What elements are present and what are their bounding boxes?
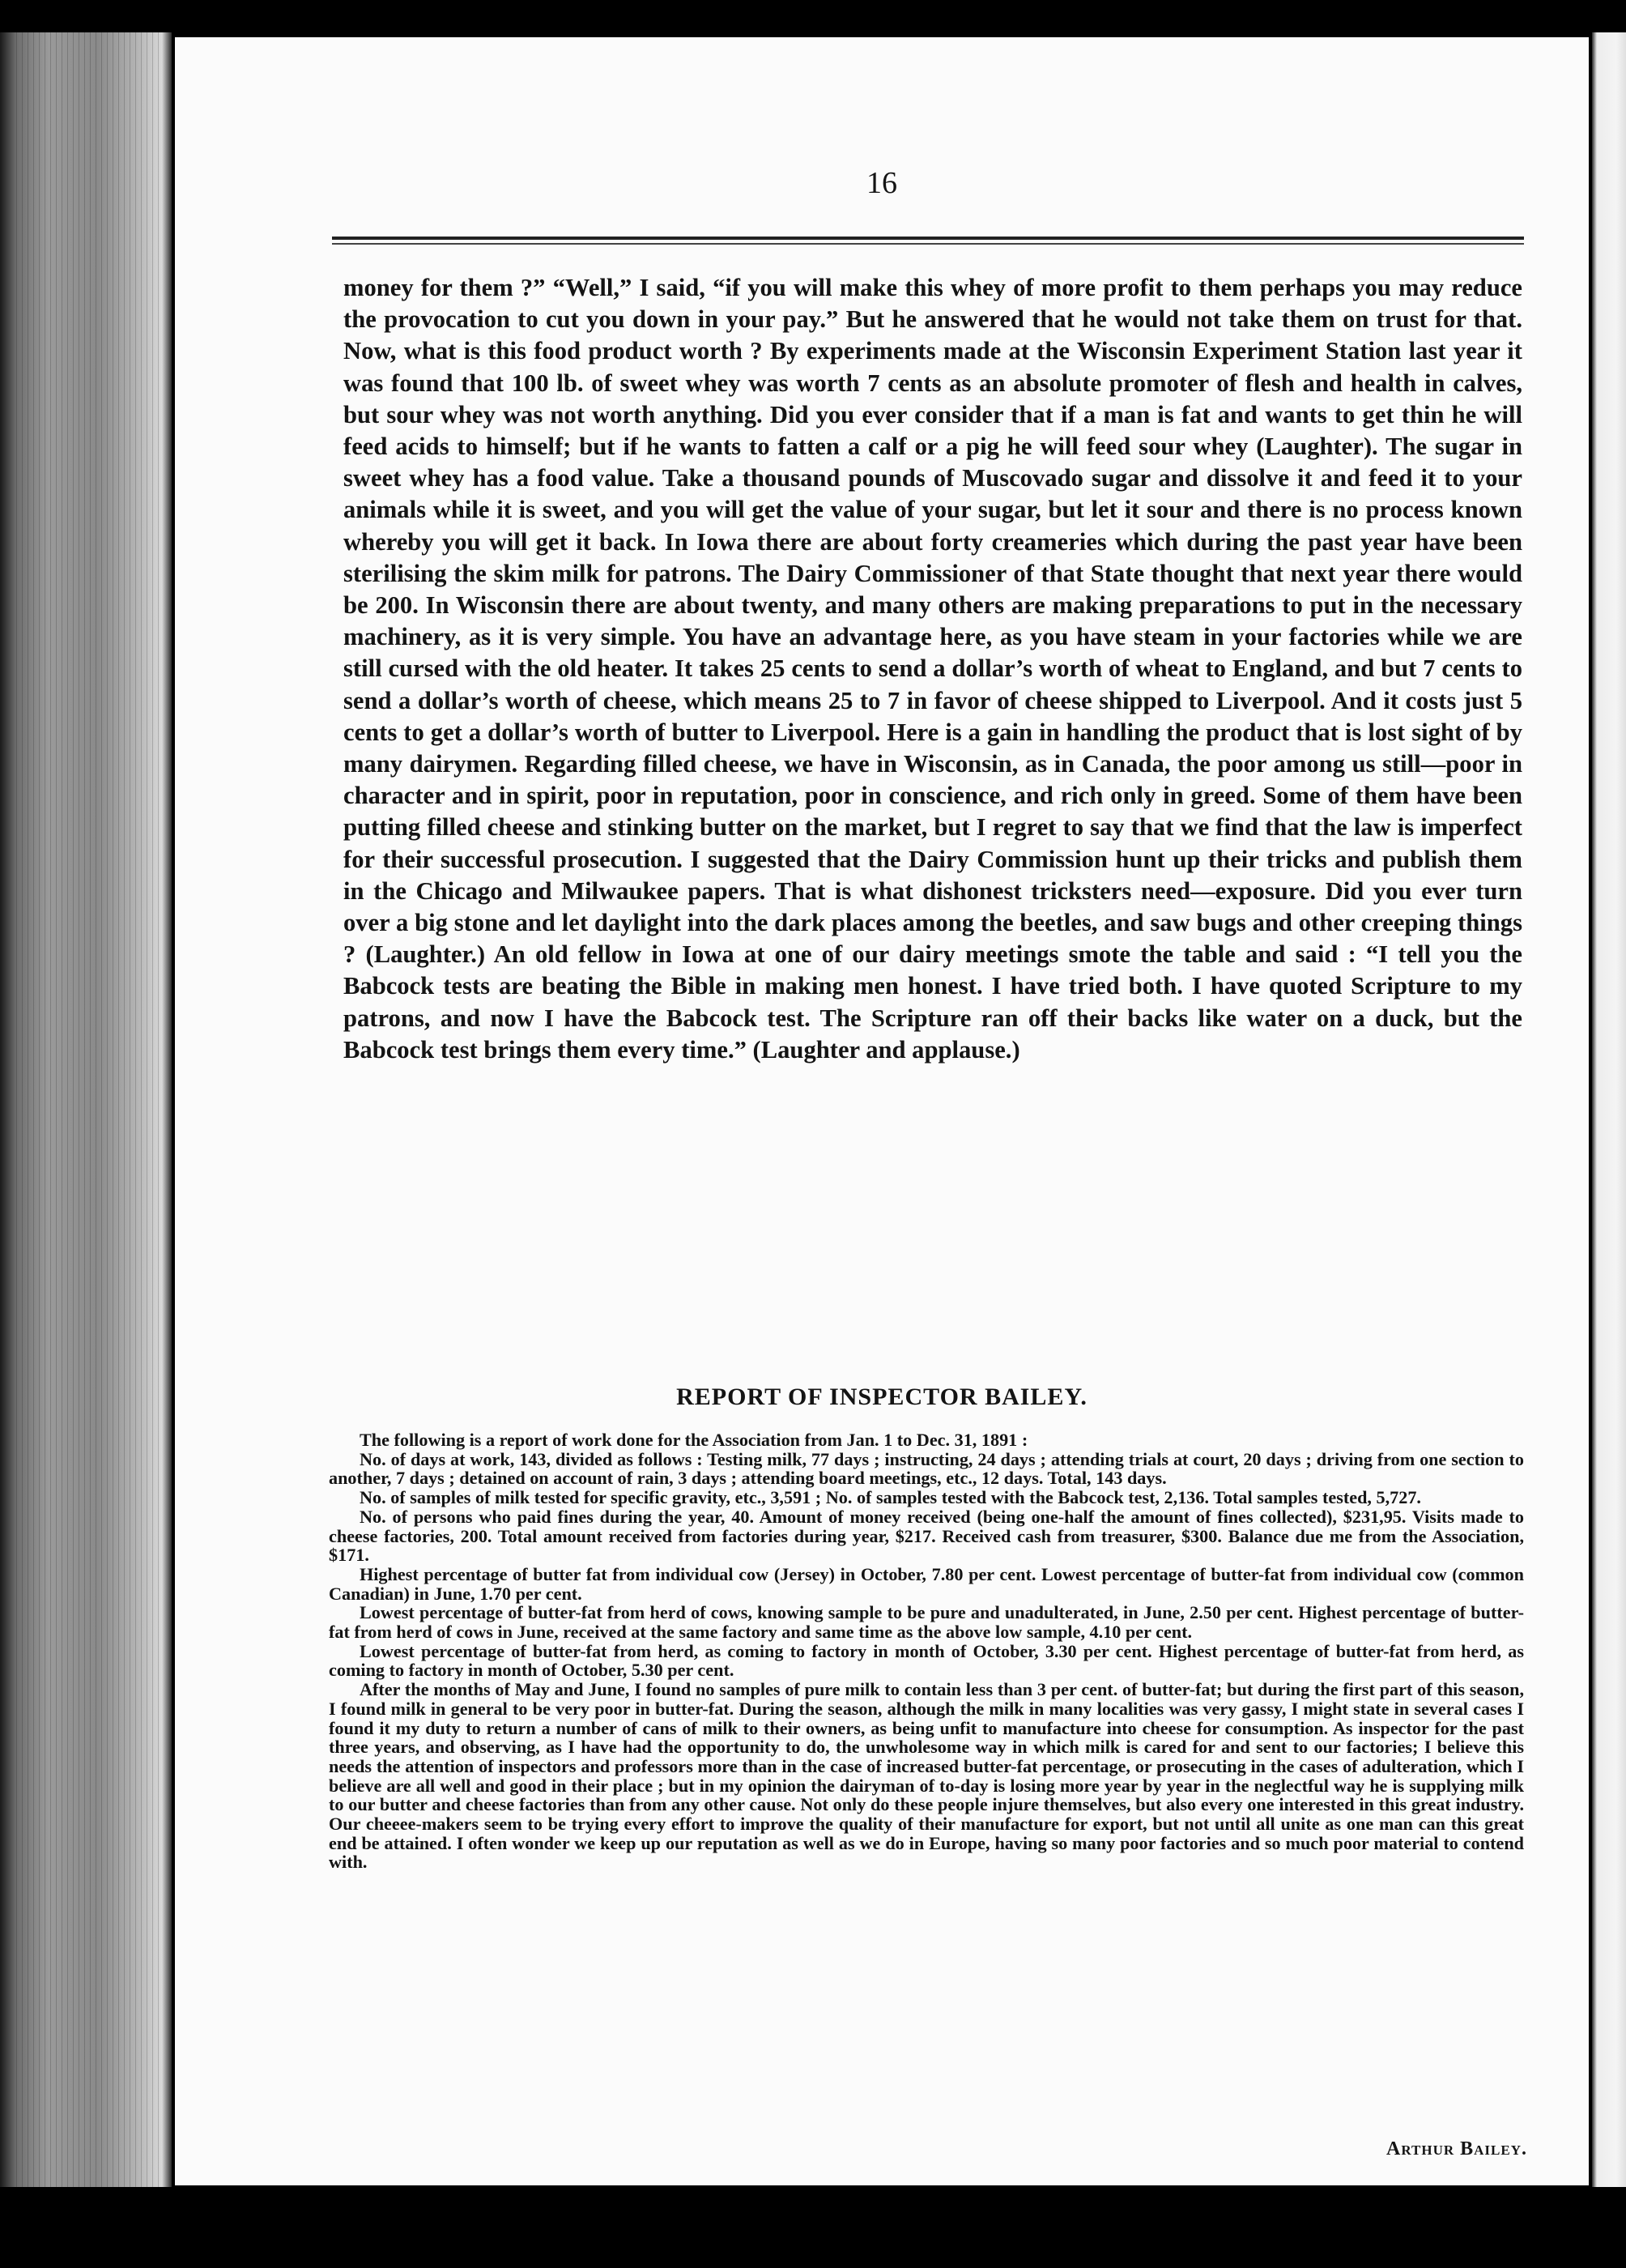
header-rule-thick (332, 237, 1524, 240)
report-paragraph: Highest percentage of butter fat from individual cow (Jersey) in October, 7.80 per cent. Lowest percentage of butter-fat from individual cow (common Canadian) in June, 1.70 per cent. (329, 1563, 1524, 1604)
report-paragraph: Lowest percentage of butter-fat from herd of cows, knowing sample to be pure and unadulterated, in June, 2.50 per cent. Highest percentage of butter-fat from herd of cows in June, received at the same factory and same time as the above low sample, 4.10 per cent. (329, 1602, 1524, 1643)
next-page-edge (1592, 32, 1626, 2195)
report-body (329, 1430, 1524, 1872)
body-paragraph: money for them ?” “Well,” I said, “if you will make this whey of more profit to them perhaps you may reduce the provocation to cut you down in your pay.” But he answered that he would not take them on trust for that. Now, what is this food product worth ? By experiments made at the Wisconsin Experiment Station last year it was found that 100 lb. of sweet whey was worth 7 cents as an absolute promoter of flesh and health in calves, but sour whey was not worth anything. Did you ever consider that if a man is fat and wants to get thin he will feed acids to himself; but if he wants to fatten a calf or a pig he will feed sour whey (Laughter). The sugar in sweet whey has a food value. Take a thousand pounds of Muscovado sugar and dissolve it and feed it to your animals while it is sweet, and you will get the value of your sugar, but let it sour and there is no process known whereby you will get it back. In Iowa there are about forty creameries which during the past year have been sterilising the skim milk for patrons. The Dairy Commissioner of that State thought that next year there would be 200. In Wisconsin there are about twenty, and many others are making preparations to put in the necessary machinery, as it is very simple. You have an advantage here, as you have steam in your factories while we are still cursed with the old heater. It takes 25 cents to send a dollar’s worth of wheat to England, and but 7 cents to send a dollar’s worth of cheese, which means 25 to 7 in favor of cheese shipped to Liverpool. And it costs just 5 cents to get a dollar’s worth of butter to Liverpool. Here is a gain in handling the product that is lost sight of by many dairymen. Regarding filled cheese, we have in Wisconsin, as in Canada, the poor among us still—poor in character and in spirit, poor in reputation, poor in conscience, and rich only in greed. Some of them have been putting filled cheese and stinking butter on the market, but I regret to say that we find that the law is imperfect for their successful prosecution. I suggested that the Dairy Commission hunt up their tricks and publish them in the Chicago and Milwaukee papers. That is what dishonest tricksters need—exposure. Did you ever turn over a big stone and let daylight into the dark places among the beetles, and saw bugs and other creeping things ? (Laughter.) An old fellow in Iowa at one of our dairy meetings smote the table and said : “I tell you the Babcock tests are beating the Bible in making men honest. I have tried both. I have quoted Scripture to my patrons, and now I have the Babcock test. The Scripture ran off their backs like water on a duck, but the Babcock test brings them every time.” (Laughter and applause.) (343, 274, 1522, 1064)
report-heading: REPORT OF INSPECTOR BAILEY. (676, 1383, 1088, 1410)
binding-page-edges (16, 32, 162, 2195)
scan-frame-top (0, 0, 1626, 39)
report-paragraph: No. of persons who paid fines during the year, 40. Amount of money received (being one-half the amount of fines collected), $231,95. Visits made to cheese factories, 200. Total amount received from factories during year, $217. Received cash from treasurer, $300. Balance due me from the Association, $171. (329, 1506, 1524, 1566)
report-paragraph: Lowest percentage of butter-fat from herd, as coming to factory in month of October, 3.30 per cent. Highest percentage of butter-fat from herd, as coming to factory in month of October, 5.30 per cent. (329, 1640, 1524, 1681)
header-rule-thin (332, 243, 1524, 245)
report-paragraph: No. of days at work, 143, divided as follows : Testing milk, 77 days ; instructing, 24 days ; attending trials at court, 20 days ; driving from one section to another, 7 days ; detained on account of rain, 3 days ; attending board meetings, etc., 12 days. Total, 143 days. (329, 1448, 1524, 1489)
report-paragraph: No. of samples of milk tested for specific gravity, etc., 3,591 ; No. of samples tested with the Babcock test, 2,136. Total samples tested, 5,727. (360, 1487, 1421, 1508)
book-page (175, 37, 1589, 2185)
report-paragraph: After the months of May and June, I found no samples of pure milk to contain less than 3 per cent. of butter-fat; but during the first part of this season, I found milk in general to be very poor in butter-fat. During the season, although the milk in many localities was very gassy, I might state in several cases I found it my duty to return a number of cans of milk to their owners, as being unfit to manufacture into cheese for consumption. As inspector for the past three years, and observing, as I have had the opportunity to do, the unwholesome way in which milk is cared for and sent to our factories; I believe this needs the attention of inspectors and professors more than in the case of increased butter-fat percentage, or prosecuting in the cases of adulteration, which I believe are all well and good in their place ; but in my opinion the dairyman of to-day is losing more year by year in the neglectful way he is supplying milk to our butter and cheese factories than from any other cause. Not only do these people injure themselves, but also every one interested in this great industry. Our cheeee-makers seem to be trying every effort to improve the quality of their manufacture for export, but not until all unite as one man can this great end be attained. I often wonder we keep up our reputation as well as we do in Europe, having so many poor factories and so much poor material to contend with. (329, 1679, 1524, 1873)
page-number: 16 (866, 166, 897, 200)
signature: Arthur Bailey. (1386, 2138, 1527, 2159)
scan-frame-bottom (0, 2187, 1626, 2268)
report-paragraph: The following is a report of work done for the Association from Jan. 1 to Dec. 31, 1891 : (360, 1430, 1028, 1450)
